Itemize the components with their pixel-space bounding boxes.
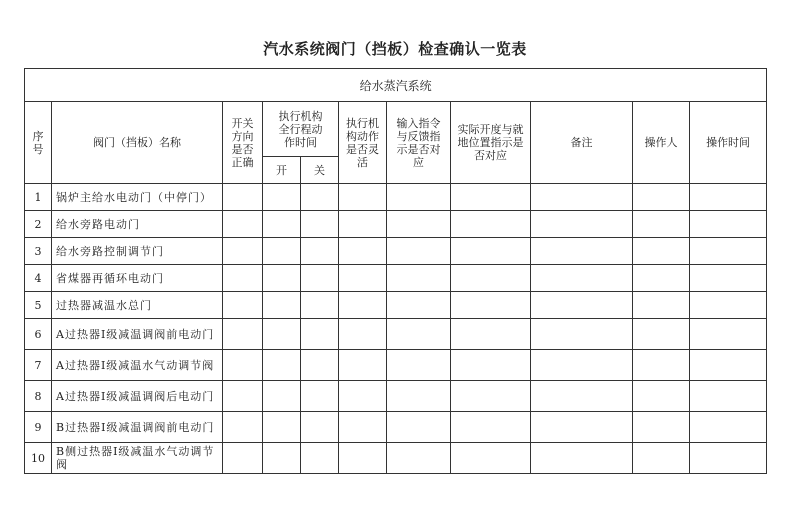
open-time-cell[interactable] bbox=[263, 412, 301, 443]
position-cell[interactable] bbox=[451, 381, 531, 412]
table-row bbox=[25, 381, 767, 412]
row-number: 3 bbox=[25, 238, 52, 265]
table-row bbox=[25, 184, 767, 211]
direction-cell[interactable] bbox=[223, 292, 263, 319]
direction-cell[interactable] bbox=[223, 381, 263, 412]
operator-cell[interactable] bbox=[633, 238, 690, 265]
table-row bbox=[25, 292, 767, 319]
row-number: 4 bbox=[25, 265, 52, 292]
position-cell[interactable] bbox=[451, 292, 531, 319]
table-row bbox=[25, 350, 767, 381]
valve-name: 给水旁路控制调节门 bbox=[52, 238, 223, 265]
close-time-cell[interactable] bbox=[301, 319, 339, 350]
feedback-cell[interactable] bbox=[387, 211, 451, 238]
valve-name: B过热器Ⅰ级减温调阀前电动门 bbox=[52, 412, 223, 443]
op-time-cell[interactable] bbox=[690, 238, 767, 265]
operator-cell[interactable] bbox=[633, 319, 690, 350]
name-header: 阀门（挡板）名称 bbox=[52, 102, 223, 184]
close-header: 关 bbox=[301, 157, 339, 184]
row-number: 9 bbox=[25, 412, 52, 443]
flexible-header: 执行机构动作是否灵活 bbox=[339, 102, 387, 184]
op-time-cell[interactable] bbox=[690, 412, 767, 443]
row-number: 8 bbox=[25, 381, 52, 412]
op-time-cell[interactable] bbox=[690, 292, 767, 319]
direction-cell[interactable] bbox=[223, 443, 263, 474]
page-title: 汽水系统阀门（挡板）检查确认一览表 bbox=[263, 40, 527, 58]
open-header: 开 bbox=[263, 157, 301, 184]
feedback-cell[interactable] bbox=[387, 184, 451, 211]
op-time-header: 操作时间 bbox=[690, 102, 767, 184]
system-name-header: 给水蒸汽系统 bbox=[25, 69, 767, 102]
open-time-cell[interactable] bbox=[263, 184, 301, 211]
operator-header: 操作人 bbox=[633, 102, 690, 184]
operator-cell[interactable] bbox=[633, 443, 690, 474]
operator-cell[interactable] bbox=[633, 381, 690, 412]
row-number: 1 bbox=[25, 184, 52, 211]
flexible-cell[interactable] bbox=[339, 238, 387, 265]
close-time-cell[interactable] bbox=[301, 184, 339, 211]
open-time-cell[interactable] bbox=[263, 265, 301, 292]
operator-cell[interactable] bbox=[633, 350, 690, 381]
valve-name: A过热器Ⅰ级减温水气动调节阀 bbox=[52, 350, 223, 381]
op-time-cell[interactable] bbox=[690, 184, 767, 211]
operator-cell[interactable] bbox=[633, 292, 690, 319]
table-row bbox=[25, 443, 767, 474]
valve-name: 给水旁路电动门 bbox=[52, 211, 223, 238]
position-header: 实际开度与就地位置指示是否对应 bbox=[451, 102, 531, 184]
remark-cell[interactable] bbox=[531, 350, 633, 381]
valve-name: 省煤器再循环电动门 bbox=[52, 265, 223, 292]
op-time-cell[interactable] bbox=[690, 211, 767, 238]
position-cell[interactable] bbox=[451, 350, 531, 381]
row-number: 6 bbox=[25, 319, 52, 350]
close-time-cell[interactable] bbox=[301, 211, 339, 238]
direction-cell[interactable] bbox=[223, 319, 263, 350]
direction-cell[interactable] bbox=[223, 238, 263, 265]
table-row bbox=[25, 319, 767, 350]
valve-name: 过热器减温水总门 bbox=[52, 292, 223, 319]
direction-header: 开关方向是否正确 bbox=[223, 102, 263, 184]
feedback-cell[interactable] bbox=[387, 412, 451, 443]
operator-cell[interactable] bbox=[633, 211, 690, 238]
open-time-cell[interactable] bbox=[263, 350, 301, 381]
op-time-cell[interactable] bbox=[690, 319, 767, 350]
flexible-cell[interactable] bbox=[339, 412, 387, 443]
position-cell[interactable] bbox=[451, 184, 531, 211]
feedback-cell[interactable] bbox=[387, 443, 451, 474]
close-time-cell[interactable] bbox=[301, 443, 339, 474]
direction-cell[interactable] bbox=[223, 184, 263, 211]
remark-cell[interactable] bbox=[531, 381, 633, 412]
remark-cell[interactable] bbox=[531, 265, 633, 292]
open-time-cell[interactable] bbox=[263, 211, 301, 238]
close-time-cell[interactable] bbox=[301, 412, 339, 443]
valve-name: A过热器Ⅰ级减温调阀前电动门 bbox=[52, 319, 223, 350]
open-time-cell[interactable] bbox=[263, 381, 301, 412]
remark-cell[interactable] bbox=[531, 238, 633, 265]
direction-cell[interactable] bbox=[223, 211, 263, 238]
feedback-cell[interactable] bbox=[387, 292, 451, 319]
flexible-cell[interactable] bbox=[339, 265, 387, 292]
flexible-cell[interactable] bbox=[339, 443, 387, 474]
flexible-cell[interactable] bbox=[339, 381, 387, 412]
close-time-cell[interactable] bbox=[301, 292, 339, 319]
remark-header: 备注 bbox=[531, 102, 633, 184]
op-time-cell[interactable] bbox=[690, 443, 767, 474]
seq-header: 序号 bbox=[25, 102, 52, 184]
open-time-cell[interactable] bbox=[263, 238, 301, 265]
remark-cell[interactable] bbox=[531, 319, 633, 350]
feedback-cell[interactable] bbox=[387, 350, 451, 381]
row-number: 7 bbox=[25, 350, 52, 381]
flexible-cell[interactable] bbox=[339, 292, 387, 319]
remark-cell[interactable] bbox=[531, 412, 633, 443]
remark-cell[interactable] bbox=[531, 292, 633, 319]
position-cell[interactable] bbox=[451, 238, 531, 265]
op-time-cell[interactable] bbox=[690, 350, 767, 381]
operator-cell[interactable] bbox=[633, 184, 690, 211]
flexible-cell[interactable] bbox=[339, 184, 387, 211]
position-cell[interactable] bbox=[451, 211, 531, 238]
position-cell[interactable] bbox=[451, 265, 531, 292]
operator-cell[interactable] bbox=[633, 265, 690, 292]
position-cell[interactable] bbox=[451, 412, 531, 443]
table-row bbox=[25, 211, 767, 238]
open-time-cell[interactable] bbox=[263, 319, 301, 350]
table-row bbox=[25, 238, 767, 265]
feedback-cell[interactable] bbox=[387, 265, 451, 292]
valve-name: B侧过热器Ⅰ级减温水气动调节阀 bbox=[52, 443, 223, 474]
direction-cell[interactable] bbox=[223, 350, 263, 381]
open-time-cell[interactable] bbox=[263, 292, 301, 319]
position-cell[interactable] bbox=[451, 319, 531, 350]
row-number: 2 bbox=[25, 211, 52, 238]
flexible-cell[interactable] bbox=[339, 350, 387, 381]
close-time-cell[interactable] bbox=[301, 381, 339, 412]
remark-cell[interactable] bbox=[531, 443, 633, 474]
direction-cell[interactable] bbox=[223, 265, 263, 292]
valve-name: 锅炉主给水电动门（中停门） bbox=[52, 184, 223, 211]
operator-cell[interactable] bbox=[633, 412, 690, 443]
valve-name: A过热器Ⅰ级减温调阀后电动门 bbox=[52, 381, 223, 412]
flexible-cell[interactable] bbox=[339, 319, 387, 350]
row-number: 10 bbox=[25, 443, 52, 474]
feedback-cell[interactable] bbox=[387, 319, 451, 350]
table-row bbox=[25, 412, 767, 443]
op-time-cell[interactable] bbox=[690, 381, 767, 412]
op-time-cell[interactable] bbox=[690, 265, 767, 292]
position-cell[interactable] bbox=[451, 443, 531, 474]
close-time-cell[interactable] bbox=[301, 350, 339, 381]
remark-cell[interactable] bbox=[531, 211, 633, 238]
feedback-header: 输入指令与反馈指示是否对应 bbox=[387, 102, 451, 184]
feedback-cell[interactable] bbox=[387, 381, 451, 412]
valve-check-table bbox=[24, 68, 767, 474]
feedback-cell[interactable] bbox=[387, 238, 451, 265]
direction-cell[interactable] bbox=[223, 412, 263, 443]
close-time-cell[interactable] bbox=[301, 238, 339, 265]
flexible-cell[interactable] bbox=[339, 211, 387, 238]
table-row bbox=[25, 265, 767, 292]
close-time-cell[interactable] bbox=[301, 265, 339, 292]
remark-cell[interactable] bbox=[531, 184, 633, 211]
row-number: 5 bbox=[25, 292, 52, 319]
stroke-time-header: 执行机构全行程动作时间 bbox=[263, 102, 339, 157]
open-time-cell[interactable] bbox=[263, 443, 301, 474]
